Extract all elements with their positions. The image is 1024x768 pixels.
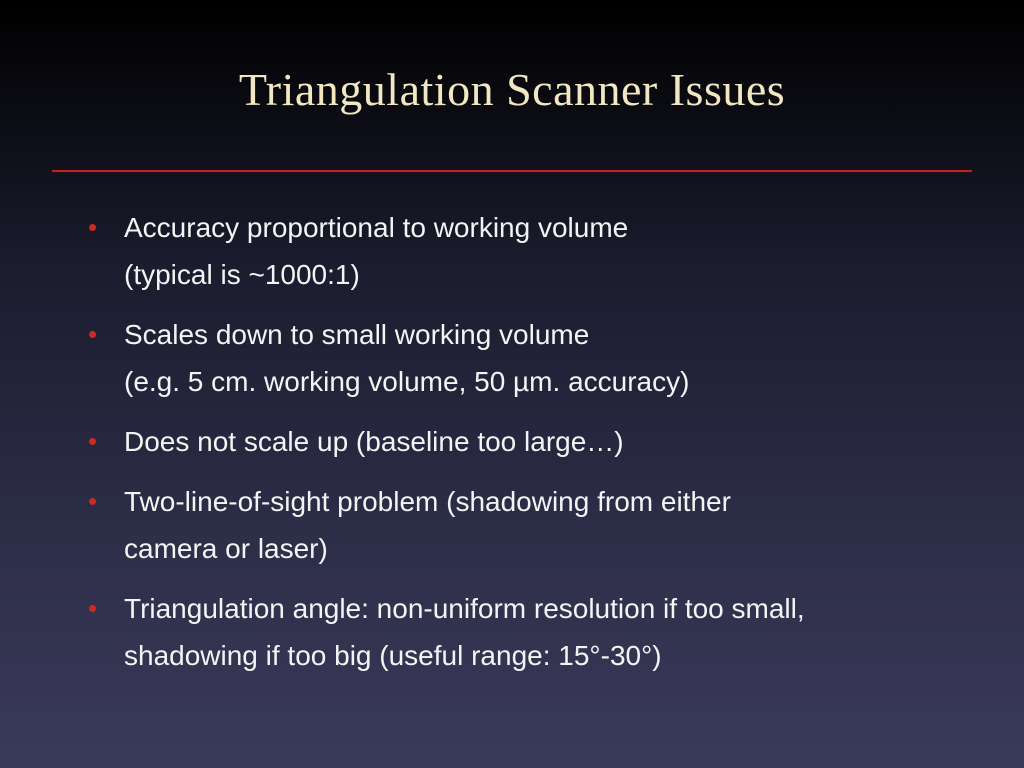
bullet-text-line: Accuracy proportional to working volume [124, 212, 629, 243]
bullet-item [88, 585, 968, 679]
bullet-text-line: Triangulation angle: non-uniform resolution if too small, [124, 593, 805, 624]
bullet-icon: • [88, 593, 98, 623]
bullet-item [88, 311, 968, 405]
bullet-item [88, 478, 968, 572]
bullet-icon: • [88, 486, 98, 516]
bullet-text-line: camera or laser) [124, 533, 328, 564]
bullet-item [88, 204, 968, 298]
bullet-icon: • [88, 426, 98, 456]
bullet-text-line: Two-line-of-sight problem (shadowing from either [124, 486, 731, 517]
slide-title: Triangulation Scanner Issues [238, 64, 786, 115]
bullet-text-line: shadowing if too big (useful range: 15°-30°) [124, 640, 662, 671]
bullet-text-line: (e.g. 5 cm. working volume, 50 µm. accuracy) [124, 366, 690, 397]
title-divider [52, 170, 972, 172]
bullet-icon: • [88, 212, 98, 242]
bullet-text-line: (typical is ~1000:1) [124, 259, 360, 290]
bullet-item [88, 418, 968, 465]
bullet-text-line: Scales down to small working volume [124, 319, 590, 350]
bullet-icon: • [88, 319, 98, 349]
bullet-list [88, 204, 968, 692]
bullet-text-line: Does not scale up (baseline too large…) [124, 426, 624, 457]
